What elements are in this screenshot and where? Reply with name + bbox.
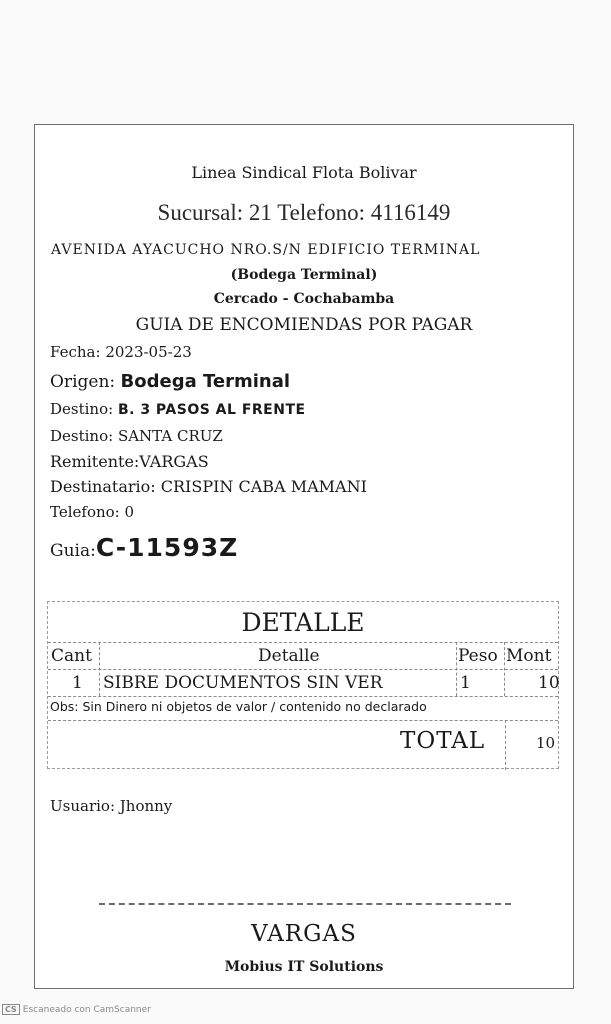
col-header-mont: Mont bbox=[506, 646, 552, 666]
detail-table bbox=[47, 601, 559, 769]
field-remitente bbox=[50, 452, 209, 471]
table-divider bbox=[48, 720, 558, 721]
table-divider bbox=[48, 642, 558, 643]
row-1-mont: 10 bbox=[538, 673, 560, 693]
camscanner-label: Escaneado con CamScanner bbox=[22, 1005, 151, 1015]
row-1-peso: 1 bbox=[460, 673, 471, 693]
origen-value: Bodega Terminal bbox=[120, 371, 291, 392]
camscanner-watermark bbox=[2, 1004, 151, 1015]
destinatario-value: CRISPIN CABA MAMANI bbox=[160, 477, 367, 496]
guia-label: Guia: bbox=[50, 541, 96, 561]
signature-line bbox=[99, 903, 511, 905]
destinatario-label: Destinatario: bbox=[50, 477, 156, 496]
total-value: 10 bbox=[536, 734, 556, 752]
table-divider bbox=[48, 669, 558, 670]
branch-info: Sucursal: 21 Telefono: 4116149 bbox=[157, 200, 451, 225]
remitente-label: Remitente: bbox=[50, 452, 140, 471]
signature-name: VARGAS bbox=[251, 921, 357, 947]
telefono-label: Telefono: bbox=[50, 503, 120, 521]
branch-address: AVENIDA AYACUCHO NRO.S/N EDIFICIO TERMINAL bbox=[51, 242, 481, 258]
branch-subtitle: (Bodega Terminal) bbox=[230, 267, 378, 283]
field-destino-2 bbox=[50, 427, 223, 445]
destino-1-label: Destino: bbox=[50, 400, 114, 418]
destino-1-value: B. 3 PASOS AL FRENTE bbox=[117, 402, 306, 418]
row-1-cant: 1 bbox=[72, 673, 83, 693]
origen-label: Origen: bbox=[50, 372, 116, 392]
col-header-detalle: Detalle bbox=[258, 646, 320, 666]
detail-table-title: DETALLE bbox=[241, 608, 365, 637]
field-guia bbox=[50, 533, 238, 562]
table-divider bbox=[48, 696, 558, 697]
receipt-paper bbox=[34, 124, 574, 989]
field-fecha bbox=[50, 343, 192, 361]
table-column-divider bbox=[99, 642, 100, 696]
user-line bbox=[50, 797, 172, 815]
col-header-cant: Cant bbox=[51, 646, 92, 666]
remitente-value: VARGAS bbox=[139, 452, 209, 471]
document-title: GUIA DE ENCOMIENDAS POR PAGAR bbox=[135, 315, 473, 335]
field-origen bbox=[50, 371, 290, 392]
fecha-label: Fecha: bbox=[50, 343, 101, 361]
fecha-value: 2023-05-23 bbox=[105, 343, 192, 361]
table-column-divider bbox=[456, 642, 457, 696]
camscanner-icon: CS bbox=[2, 1004, 20, 1015]
destino-2-label: Destino: bbox=[50, 427, 114, 445]
destino-2-value: SANTA CRUZ bbox=[117, 427, 223, 445]
user-label: Usuario: bbox=[50, 797, 115, 815]
field-destino-1 bbox=[50, 400, 306, 418]
branch-city: Cercado - Cochabamba bbox=[213, 291, 395, 307]
field-destinatario bbox=[50, 477, 367, 496]
col-header-peso: Peso bbox=[458, 646, 498, 666]
table-column-divider bbox=[504, 642, 505, 696]
observation-note: Obs: Sin Dinero ni objetos de valor / contenido no declarado bbox=[50, 699, 427, 714]
guia-number: C-11593Z bbox=[95, 533, 239, 562]
telefono-value: 0 bbox=[124, 503, 135, 521]
table-column-divider bbox=[505, 720, 506, 770]
software-brand: Mobius IT Solutions bbox=[224, 959, 384, 975]
user-value: Jhonny bbox=[119, 797, 173, 815]
company-name: Linea Sindical Flota Bolivar bbox=[191, 163, 417, 182]
total-label: TOTAL bbox=[400, 728, 486, 754]
field-telefono bbox=[50, 503, 134, 521]
row-1-detalle: SIBRE DOCUMENTOS SIN VER bbox=[103, 673, 383, 693]
